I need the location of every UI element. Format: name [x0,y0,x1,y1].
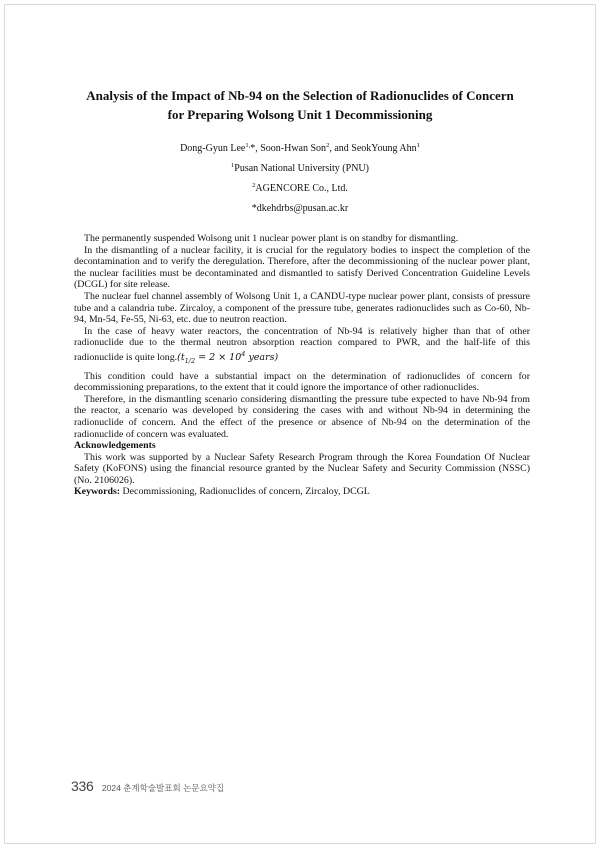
author-name: Soon-Hwan Son [260,143,327,154]
affiliation-mark: 1 [416,142,420,149]
acknowledgements-heading: Acknowledgements [74,440,156,452]
affiliation-mark: 1, [245,142,251,149]
separator: , [255,143,261,154]
paragraph: The nuclear fuel channel assembly of Wolsong Unit 1, a CANDU-type nuclear power plant, consists of pressure tube and a calandria tube. Zircaloy, a component of the pressure tube, generates radionuclides such as Co-60, Nb-94, Mn-54, Fe-55, Ni-63, etc. due to neutron reaction. [74,290,530,326]
author-name: Dong-Gyun Lee [180,143,246,154]
page-footer [71,778,224,796]
affiliation-mark: 1 [231,162,235,169]
paragraph: In the dismantling of a nuclear facility, it is crucial for the regulatory bodies to inspect the completion of the decontamination and to verify the deregulation. Therefore, after the decommissioning of the nuclear power plant, the nuclear facilities must be decontaminated and dismantled to satisfy Derived Concentration Guideline Levels (DCGL) for site release. [74,244,530,291]
affiliation-name: AGENCORE Co., Ltd. [255,183,348,194]
affiliation-mark: 2 [326,142,330,149]
corresponding-mark: * [250,143,256,154]
keywords-text: Decommissioning, Radionuclides of concern, Zircaloy, DCGL [120,486,370,498]
author-email: *dkehdrbs@pusan.ac.kr [251,203,349,214]
separator: , and [329,143,352,154]
affiliation-2 [0,179,600,199]
affiliation-1 [0,159,600,179]
author-block [0,139,600,219]
title-line-2: for Preparing Wolsong Unit 1 Decommissioning [167,107,433,122]
author-name: SeokYoung Ahn [351,143,417,154]
acknowledgements-text: This work was supported by a Nuclear Safety Research Program through the Korea Foundation Of Nuclear Safety (KoFONS) using the financial resource granted by the Nuclear Safety and Security Commission (NSSC) (No. 2106026). [74,451,530,486]
proceedings-title: 2024 춘계학술발표회 논문요약집 [101,783,225,793]
affiliation-name: Pusan National University (PNU) [234,163,369,174]
paragraph: Therefore, in the dismantling scenario considering dismantling the pressure tube expected to have Nb-94 from the reactor, a scenario was developed by considering the cases with and without Nb-94 in determining the radionuclide of concern. And the effect of the presence or absence of Nb-94 on the determination of the radionuclide of concern was evaluated. [74,393,530,440]
keywords-label: Keywords: [74,486,121,498]
title-line-1: Analysis of the Impact of Nb-94 on the Selection of Radionuclides of Concern [86,88,514,103]
affiliation-mark: 2 [252,182,256,189]
paper-title [60,86,540,124]
abstract-body [74,233,530,498]
paragraph-text: In the case of heavy water reactors, the concentration of Nb-94 is relatively higher than that of other radionuclide due to the thermal neutron absorption reaction compared to PWR, and the half-life of this radionuclide is quite long. [74,325,530,363]
author-list [0,139,600,159]
paragraph [74,326,530,368]
paragraph: The permanently suspended Wolsong unit 1 nuclear power plant is on standby for dismantling. [84,233,459,244]
half-life-equation: ($t_{1/2} = 2 \times 10^4$ years) [177,349,279,365]
paragraph: This condition could have a substantial impact on the determination of radionuclides of concern for decommissioning preparations, to the extent that it could ignore the importance of other radionuclides. [74,370,530,394]
page-number: 336 [71,778,94,794]
keywords [74,486,530,498]
